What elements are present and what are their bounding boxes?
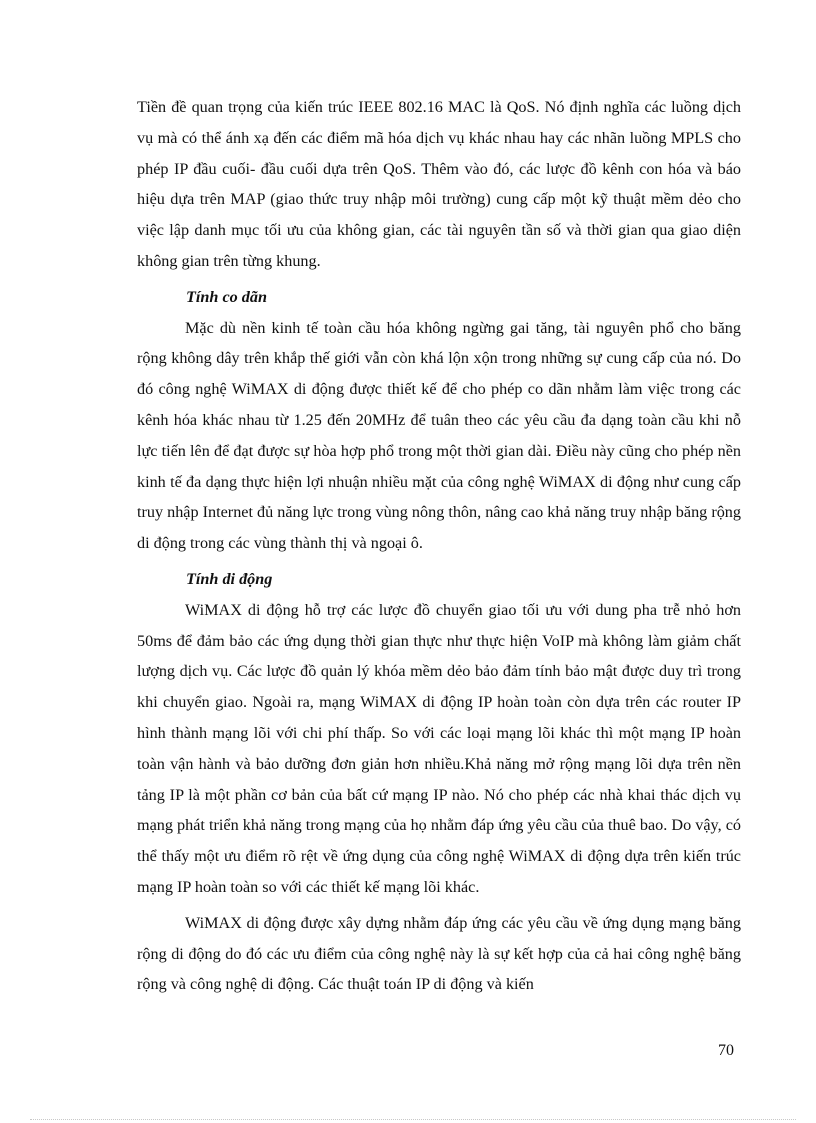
heading-mobility: Tính di động bbox=[186, 569, 273, 588]
paragraph-mobile-broadband: WiMAX di động được xây dựng nhằm đáp ứng các yêu cầu về ứng dụng mạng băng rộng di động do đó các ưu điểm của công nghệ này là sự kết hợp của cả hai công nghệ băng rộng và công nghệ di động. Các thuật toán IP di động và kiến bbox=[137, 913, 741, 994]
heading-scalability: Tính co dãn bbox=[186, 287, 267, 306]
page-bottom-divider bbox=[30, 1119, 796, 1120]
paragraph-qos: Tiền đề quan trọng của kiến trúc IEEE 802.16 MAC là QoS. Nó định nghĩa các luồng dịch vụ mà có thể ánh xạ đến các điểm mã hóa dịch vụ khác nhau hay các nhãn luồng MPLS cho phép IP đầu cuối- đầu cuối dựa trên QoS. Thêm vào đó, các lược đồ kênh con hóa và báo hiệu dựa trên MAP (giao thức truy nhập môi trường) cung cấp một kỹ thuật mềm dẻo cho việc lập danh mục tối ưu của không gian, các tài nguyên tần số và thời gian qua giao diện không gian trên từng khung. bbox=[137, 98, 741, 270]
paragraph-scalability: Mặc dù nền kinh tế toàn cầu hóa không ngừng gai tăng, tài nguyên phổ cho băng rộng không dây trên khắp thế giới vẫn còn khá lộn xộn trong những sự cung cấp của nó. Do đó công nghệ WiMAX di động được thiết kế để cho phép co dãn nhằm làm việc trong các kênh hóa khác nhau từ 1.25 đến 20MHz để tuân theo các yêu cầu đa dạng toàn cầu khi nỗ lực tiến lên để đạt được sự hòa hợp phổ trong một thời gian dài. Điều này cũng cho phép nền kinh tế đa dạng thực hiện lợi nhuận nhiều mặt của công nghệ WiMAX di động như cung cấp truy nhập Internet đủ năng lực trong vùng nông thôn, nâng cao khả năng truy nhập băng rộng di động trong các vùng thành thị và ngoại ô. bbox=[137, 318, 741, 553]
page-number: 70 bbox=[718, 1042, 734, 1059]
paragraph-mobility: WiMAX di động hỗ trợ các lược đồ chuyển giao tối ưu với dung pha trễ nhỏ hơn 50ms để đảm bảo các ứng dụng thời gian thực như thực hiện VoIP mà không làm giảm chất lượng dịch vụ. Các lược đồ quản lý khóa mềm dẻo bảo đảm tính bảo mật được duy trì trong khi chuyển giao. Ngoài ra, mạng WiMAX di động IP hoàn toàn còn dựa trên các router IP hình thành mạng lõi với chi phí thấp. So với các loại mạng lõi khác thì một mạng IP hoàn toàn vận hành và bảo dưỡng đơn giản hơn nhiều.Khả năng mở rộng mạng lõi dựa trên nền tảng IP là một phần cơ bản của bất cứ mạng IP nào. Nó cho phép các nhà khai thác dịch vụ mạng phát triển khả năng trong mạng của họ nhằm đáp ứng yêu cầu của thuê bao. Do vậy, có thể thấy một ưu điểm rõ rệt về ứng dụng của công nghệ WiMAX di động dựa trên kiến trúc mạng IP hoàn toàn so với các thiết kế mạng lõi khác. bbox=[137, 600, 741, 896]
body-text bbox=[137, 92, 741, 1000]
